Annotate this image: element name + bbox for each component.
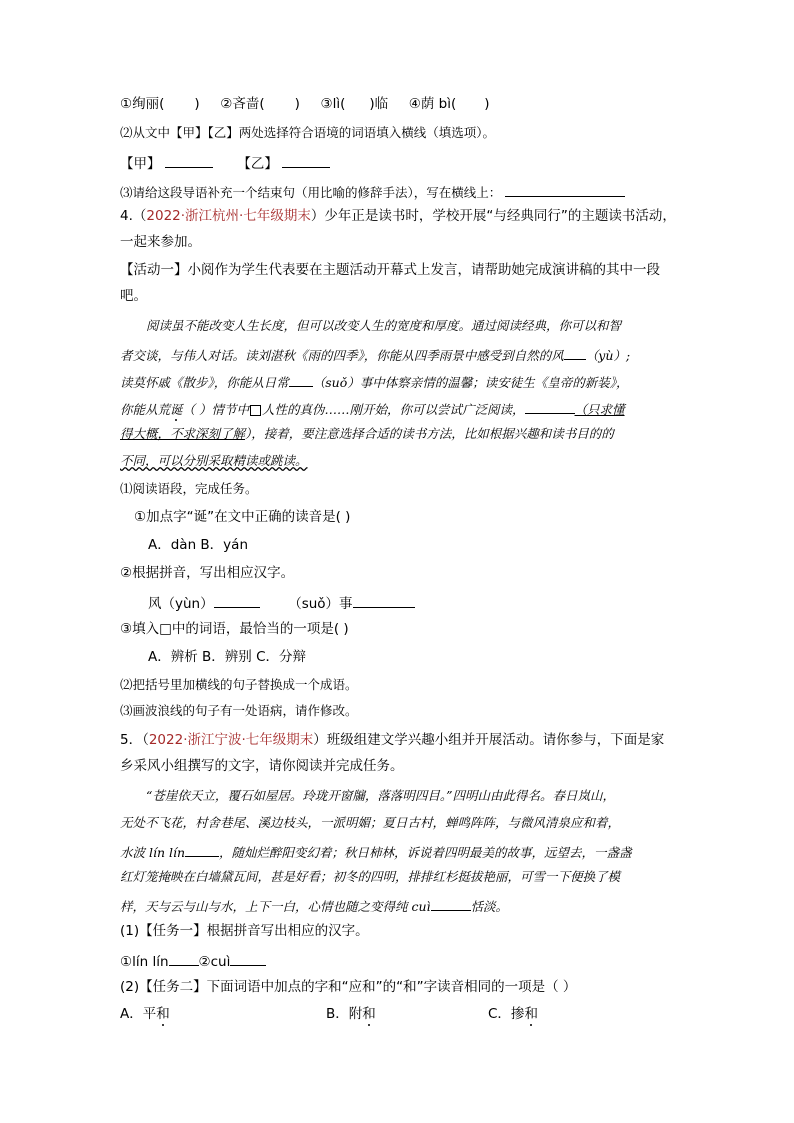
q4-blank-idiom[interactable] xyxy=(525,401,575,414)
q3-yi-blank[interactable] xyxy=(282,155,330,168)
q5-option-b[interactable]: B．附和 xyxy=(326,1006,376,1022)
q3-jia-blank[interactable] xyxy=(165,155,213,168)
q4-write-yun[interactable] xyxy=(214,595,260,608)
q4-blank-suo[interactable] xyxy=(289,374,313,387)
q3-blanks-line xyxy=(120,155,330,172)
q4-write-suo[interactable] xyxy=(353,595,415,608)
q5-blank-cui[interactable] xyxy=(431,898,471,911)
q3-yi-label: 【乙】 xyxy=(237,156,278,172)
q4-s1-1: ①加点字“诞”在文中正确的读音是( ) xyxy=(134,509,351,525)
q4-passage-line-1: 阅读虽不能改变人生长度，但可以改变人生的宽度和厚度。通过阅读经典，你可以和智 xyxy=(146,318,622,333)
q4-s2: ⑵把括号里加横线的句子替换成一个成语。 xyxy=(120,677,358,692)
q4-dotted-dan: 诞 xyxy=(170,402,183,417)
q4-s1-2: ②根据拼音，写出相应汉字。 xyxy=(120,565,295,581)
q3-item-2: ②吝啬( xyxy=(220,96,265,112)
q4-source: 2022·浙江杭州·七年级期末 xyxy=(146,208,311,224)
q5-write-cui[interactable] xyxy=(230,953,266,966)
q4-wavy-sentence: 不同，可以分别采取精读或跳读。 xyxy=(120,453,308,468)
q5-option-c[interactable]: C．掺和 xyxy=(488,1006,538,1022)
q4-s1-2-blanks: 风（yùn） （suǒ）事 xyxy=(148,595,415,612)
q4-passage-line-6 xyxy=(120,455,308,468)
q5-passage-line-4: 红灯笼掩映在白墙黛瓦间，甚是好看；初冬的四明，排排红杉挺拔艳丽，可雪一下便换了模 xyxy=(120,869,621,884)
q5-write-linlin[interactable] xyxy=(169,953,199,966)
q4-s1-3: ③填入□中的词语，最恰当的一项是( ) xyxy=(120,621,349,637)
q4-blank-yun[interactable] xyxy=(564,347,586,360)
q4-header: 4.（2022·浙江杭州·七年级期末）少年正是读书时，学校开展“与经典同行”的主题读书活动， xyxy=(120,208,676,224)
q4-s3: ⑶画波浪线的句子有一处语病，请作修改。 xyxy=(120,703,358,718)
q3-items-line: ①绚丽( ) ②吝啬( ) ③lì( )临 ④荫 bì( ) xyxy=(120,96,490,112)
q4-passage-line-5: 得大概，不求深刻了解），接着，要注意选择合适的读书方法，比如根据兴趣和读书目的的 xyxy=(120,426,614,441)
q3-sub3-blank[interactable] xyxy=(505,184,625,197)
q4-activity-a: 【活动一】小阅作为学生代表要在主题活动开幕式上发言，请帮助她完成演讲稿的其中一段 xyxy=(120,262,660,278)
q5-passage-line-3: 水波 lín lín ，随灿烂醉阳变幻着；秋日柿林，诉说着四明最美的故事，远望去，一盏盏 xyxy=(120,845,632,860)
q3-jia-label: 【甲】 xyxy=(120,156,161,172)
q3-sub3: ⑶请给这段导语补充一个结束句（用比喻的修辞手法），写在横线上： xyxy=(120,185,502,200)
q5-blank-linlin[interactable] xyxy=(185,844,219,857)
q5-source: 2022·浙江宁波·七年级期末 xyxy=(148,732,314,748)
q4-s1: ⑴阅读语段，完成任务。 xyxy=(120,481,258,496)
q5-options xyxy=(120,1006,538,1022)
q4-activity-b: 吧。 xyxy=(120,288,147,304)
q5-intro-b: 乡采风小组撰写的文字，请你阅读并完成任务。 xyxy=(120,758,404,774)
q4-passage-line-4: 你能从荒诞（ ）情节中 人性的真伪……刚开始，你可以尝试广泛阅读， （只求懂 xyxy=(120,402,625,417)
q4-s1-1-options: A．dàn B．yán xyxy=(148,537,249,553)
q3-sub2: ⑵从文中【甲】【乙】两处选择符合语境的词语填入横线（填选项）。 xyxy=(120,125,496,140)
q5-t1-blanks: ①lín lín ②cuì xyxy=(120,953,266,970)
q5-passage-line-5: 样，天与云与山与水，上下一白，心情也随之变得纯 cuì 恬淡。 xyxy=(120,899,509,914)
q3-sub3-line xyxy=(120,184,625,200)
q5-option-a[interactable]: A．平和 xyxy=(120,1006,170,1022)
q4-s1-3-options: A．辨析 B．辨别 C．分辩 xyxy=(148,649,307,665)
q5-t2: (2)【任务二】下面词语中加点的字和“应和”的“和”字读音相同的一项是（ ） xyxy=(120,979,577,995)
q4-passage-line-2: 者交谈，与伟人对话。读刘湛秋《雨的四季》，你能从四季雨景中感受到自然的风 （yù）; xyxy=(120,348,631,363)
q5-t1: (1)【任务一】根据拼音写出相应的汉字。 xyxy=(120,923,369,939)
q5-passage-line-1: “苍崖依天立，覆石如屋居。玲珑开窗牖，落落明四目。”四明山由此得名。春日岚山， xyxy=(146,788,616,803)
q5-header: 5．（2022·浙江宁波·七年级期末）班级组建文学兴趣小组并开展活动。请你参与，下面是家 xyxy=(120,732,665,748)
q3-item-3: ③lì( xyxy=(320,96,346,112)
q4-fill-box[interactable] xyxy=(250,405,261,416)
q4-passage-line-3: 读莫怀戚《散步》，你能从日常 （suǒ）事中体察亲情的温馨；读安徒生《皇帝的新装》， xyxy=(120,375,629,390)
q5-passage-line-2: 无处不飞花，村舍巷尾、溪边枝头，一派明媚；夏日古村，蝉鸣阵阵，与微风清泉应和着， xyxy=(120,815,621,830)
q3-item-1: ①绚丽( xyxy=(120,96,165,112)
q4-underlined-sentence: 得大概，不求深刻了解 xyxy=(120,426,246,441)
q4-intro-b: 一起来参加。 xyxy=(120,234,201,250)
q3-item-4: ④荫 bì( xyxy=(408,96,457,112)
